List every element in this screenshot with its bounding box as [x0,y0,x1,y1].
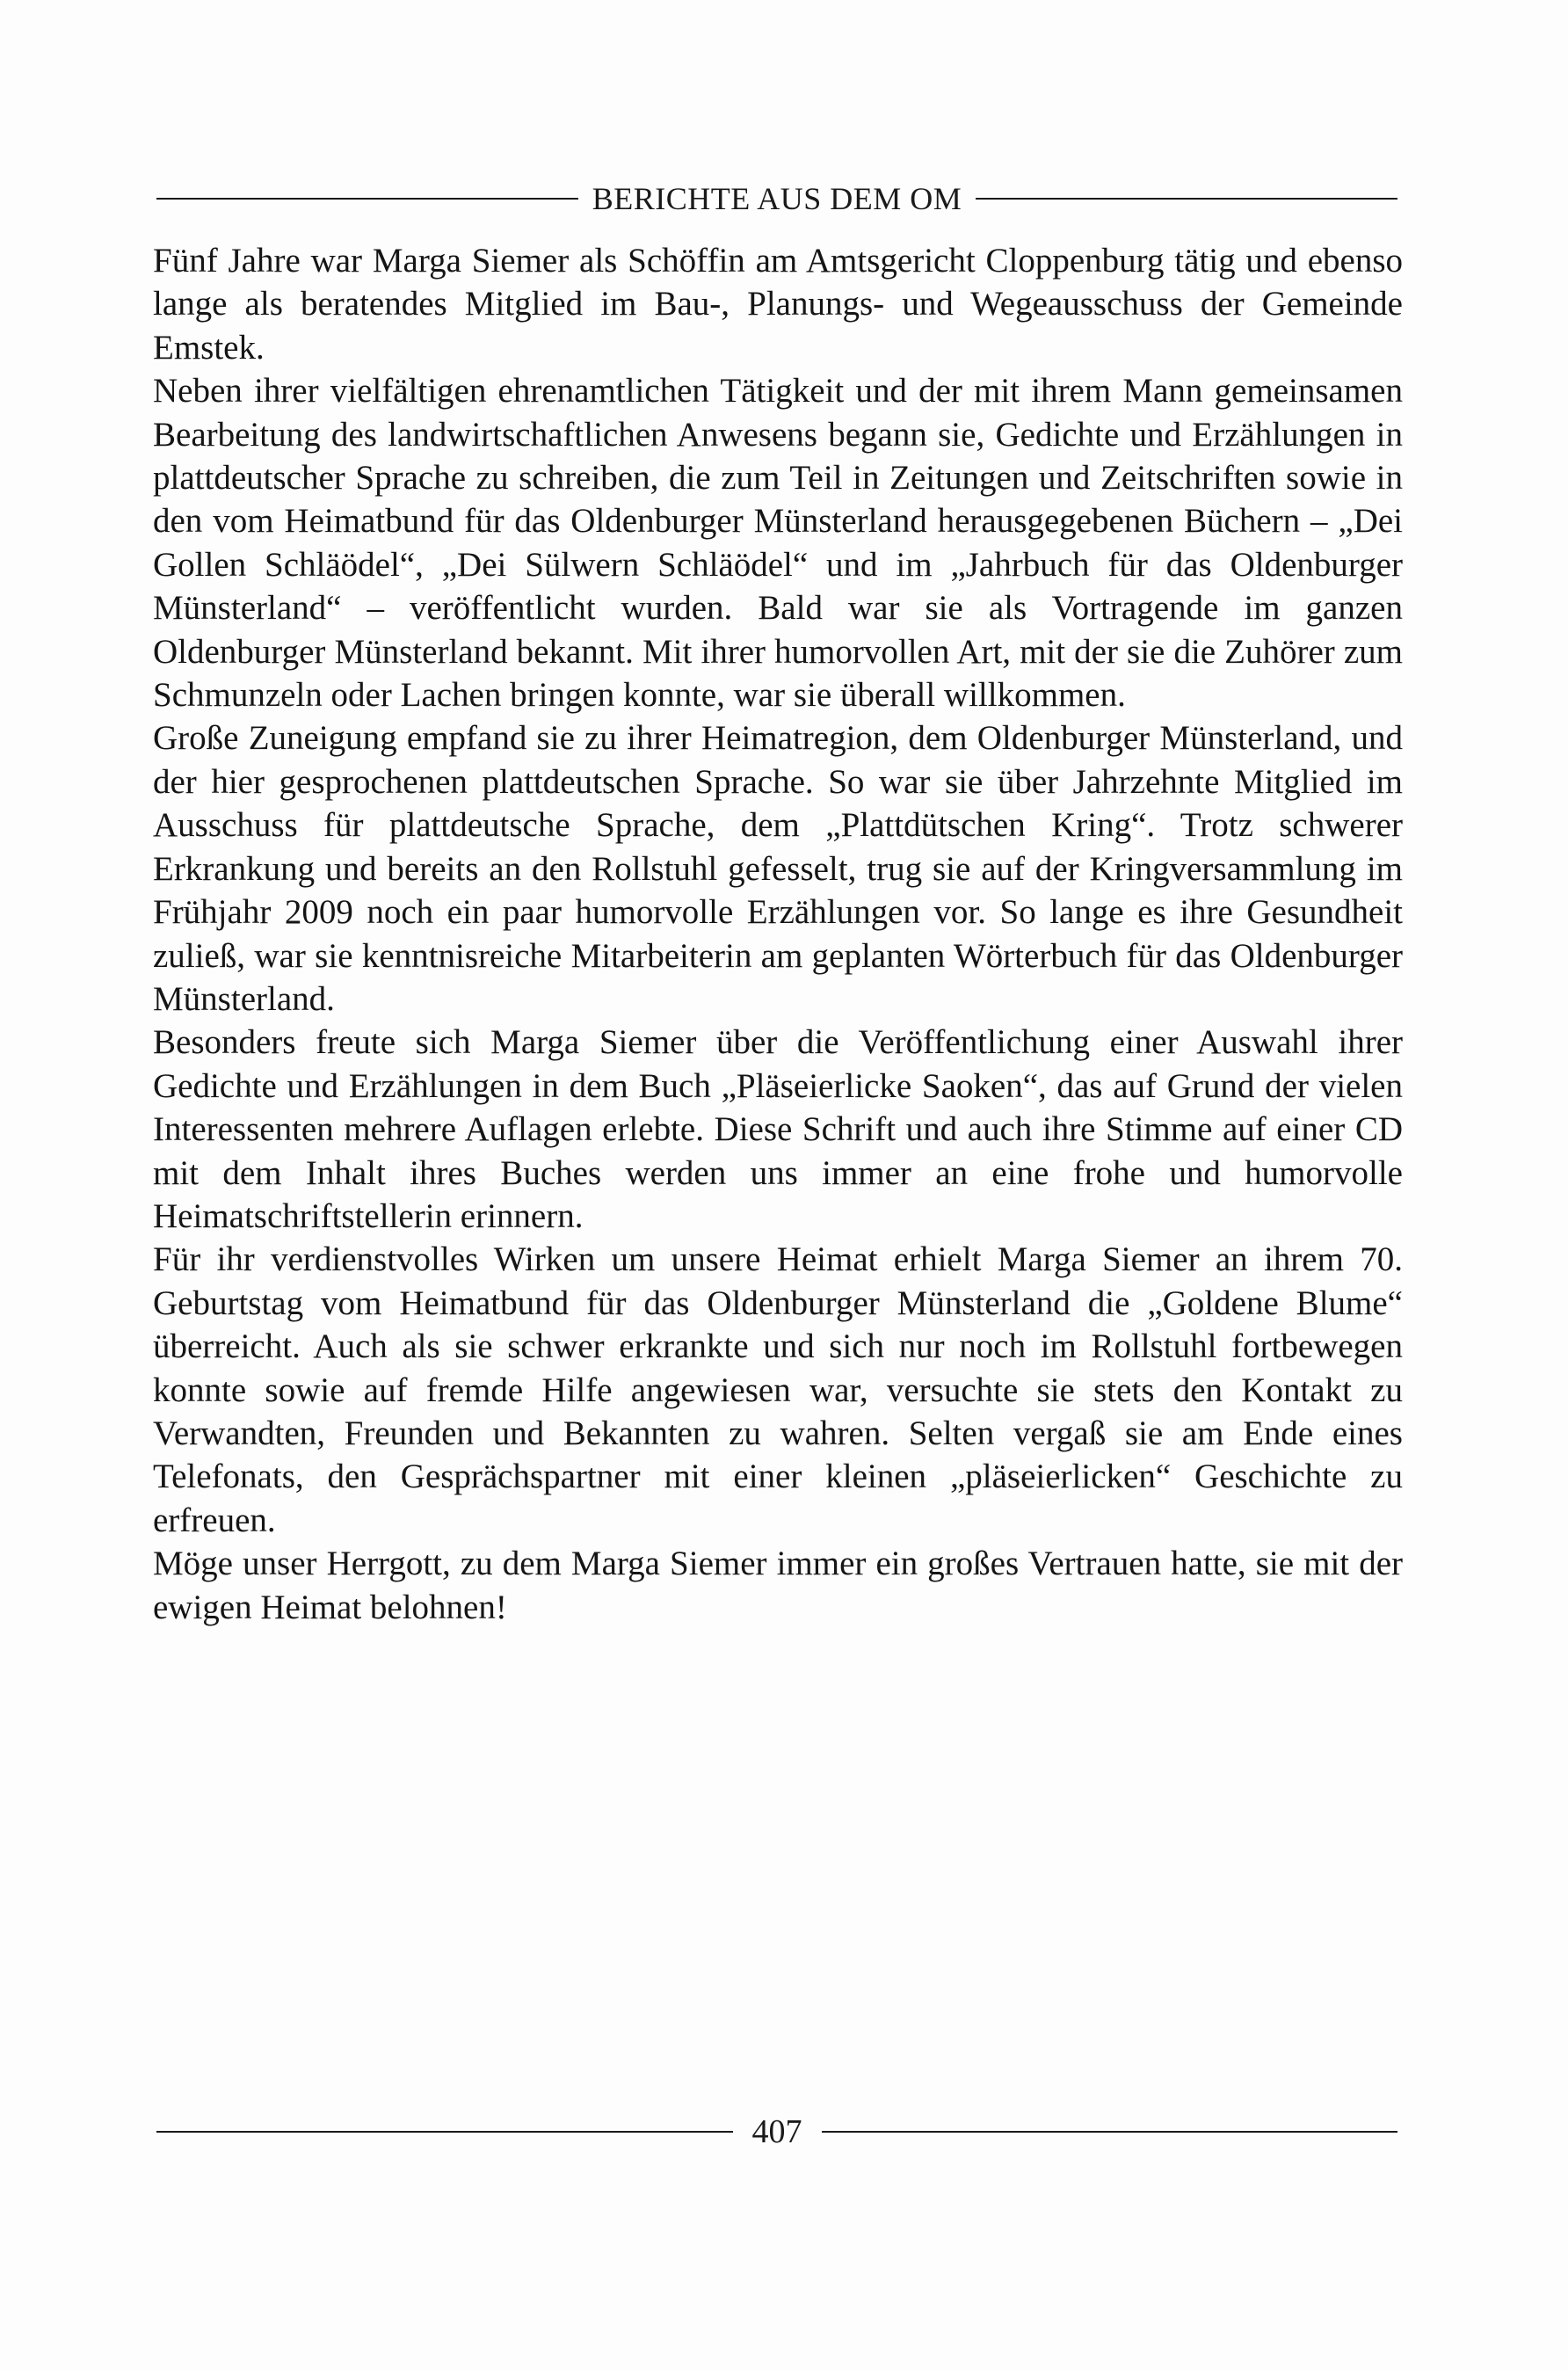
page-footer [156,2110,1397,2154]
header-rule-left [156,198,578,200]
paragraph: Möge unser Herrgott, zu dem Marga Siemer immer ein großes Vertrauen hatte, sie mit der ewigen Heimat belohnen! [153,1545,1403,1626]
running-header-title: BERICHTE AUS DEM OM [592,181,962,216]
running-header [156,179,1397,218]
paragraph: Für ihr verdienstvolles Wirken um unsere Heimat erhielt Marga Siemer an ihrem 70. Geburtstag vom Heimatbund für das Oldenburger Münsterland die „Goldene Blume“ überreicht. Auch als sie schwer erkrankte und sich nur noch im Rollstuhl fortbewegen konnte sowie auf fremde Hilfe angewiesen war, versuchte sie stets den Kontakt zu Verwandten, Freunden und Bekannten zu wahren. Selten vergaß sie am Ende eines Telefonats, den Gesprächspartner mit einer kleinen „pläseierlicken“ Geschichte zu erfreuen. [153,1240,1403,1539]
paragraph: Große Zuneigung empfand sie zu ihrer Heimatregion, dem Oldenburger Münsterland, und der hier gesprochenen plattdeutschen Sprache. So war sie über Jahrzehnte Mitglied im Ausschuss für plattdeutsche Sprache, dem „Plattdütschen Kring“. Trotz schwerer Erkrankung und bereits an den Rollstuhl gefesselt, trug sie auf der Kringversammlung im Frühjahr 2009 noch ein paar humorvolle Erzählungen vor. So lange es ihre Gesundheit zuließ, war sie kenntnisreiche Mitarbeiterin am geplanten Wörterbuch für das Oldenburger Münsterland. [153,719,1403,1018]
paragraph: Fünf Jahre war Marga Siemer als Schöffin am Amtsgericht Cloppenburg tätig und ebenso lange als beratendes Mitglied im Bau-, Planungs- und Wegeausschuss der Gemeinde Emstek. [153,242,1403,367]
article-body [153,239,1403,1629]
footer-rule-right [822,2131,1398,2133]
page-number: 407 [751,2113,802,2150]
header-rule-right [976,198,1397,200]
footer-rule-left [156,2131,733,2133]
paragraph: Neben ihrer vielfältigen ehrenamtlichen Tätigkeit und der mit ihrem Mann gemeinsamen Bearbeitung des landwirtschaftlichen Anwesens begann sie, Gedichte und Erzählungen in plattdeutscher Sprache zu schreiben, die zum Teil in Zeitungen und Zeitschriften sowie in den vom Heimatbund für das Oldenburger Münsterland herausgegebenen Büchern – „Dei Gollen Schläödel“, „Dei Sülwern Schläödel“ und im „Jahrbuch für das Oldenburger Münsterland“ – veröffentlicht wurden. Bald war sie als Vortragende im ganzen Oldenburger Münsterland bekannt. Mit ihrer humorvollen Art, mit der sie die Zuhörer zum Schmunzeln oder Lachen bringen konnte, war sie überall willkommen. [153,372,1403,715]
paragraph: Besonders freute sich Marga Siemer über die Veröffentlichung einer Auswahl ihrer Gedichte und Erzählungen in dem Buch „Pläseierlicke Saoken“, das auf Grund der vielen Interessenten mehrere Auflagen erlebte. Diese Schrift und auch ihre Stimme auf einer CD mit dem Inhalt ihres Buches werden uns immer an eine frohe und humorvolle Heimatschriftstellerin erinnern. [153,1023,1403,1235]
